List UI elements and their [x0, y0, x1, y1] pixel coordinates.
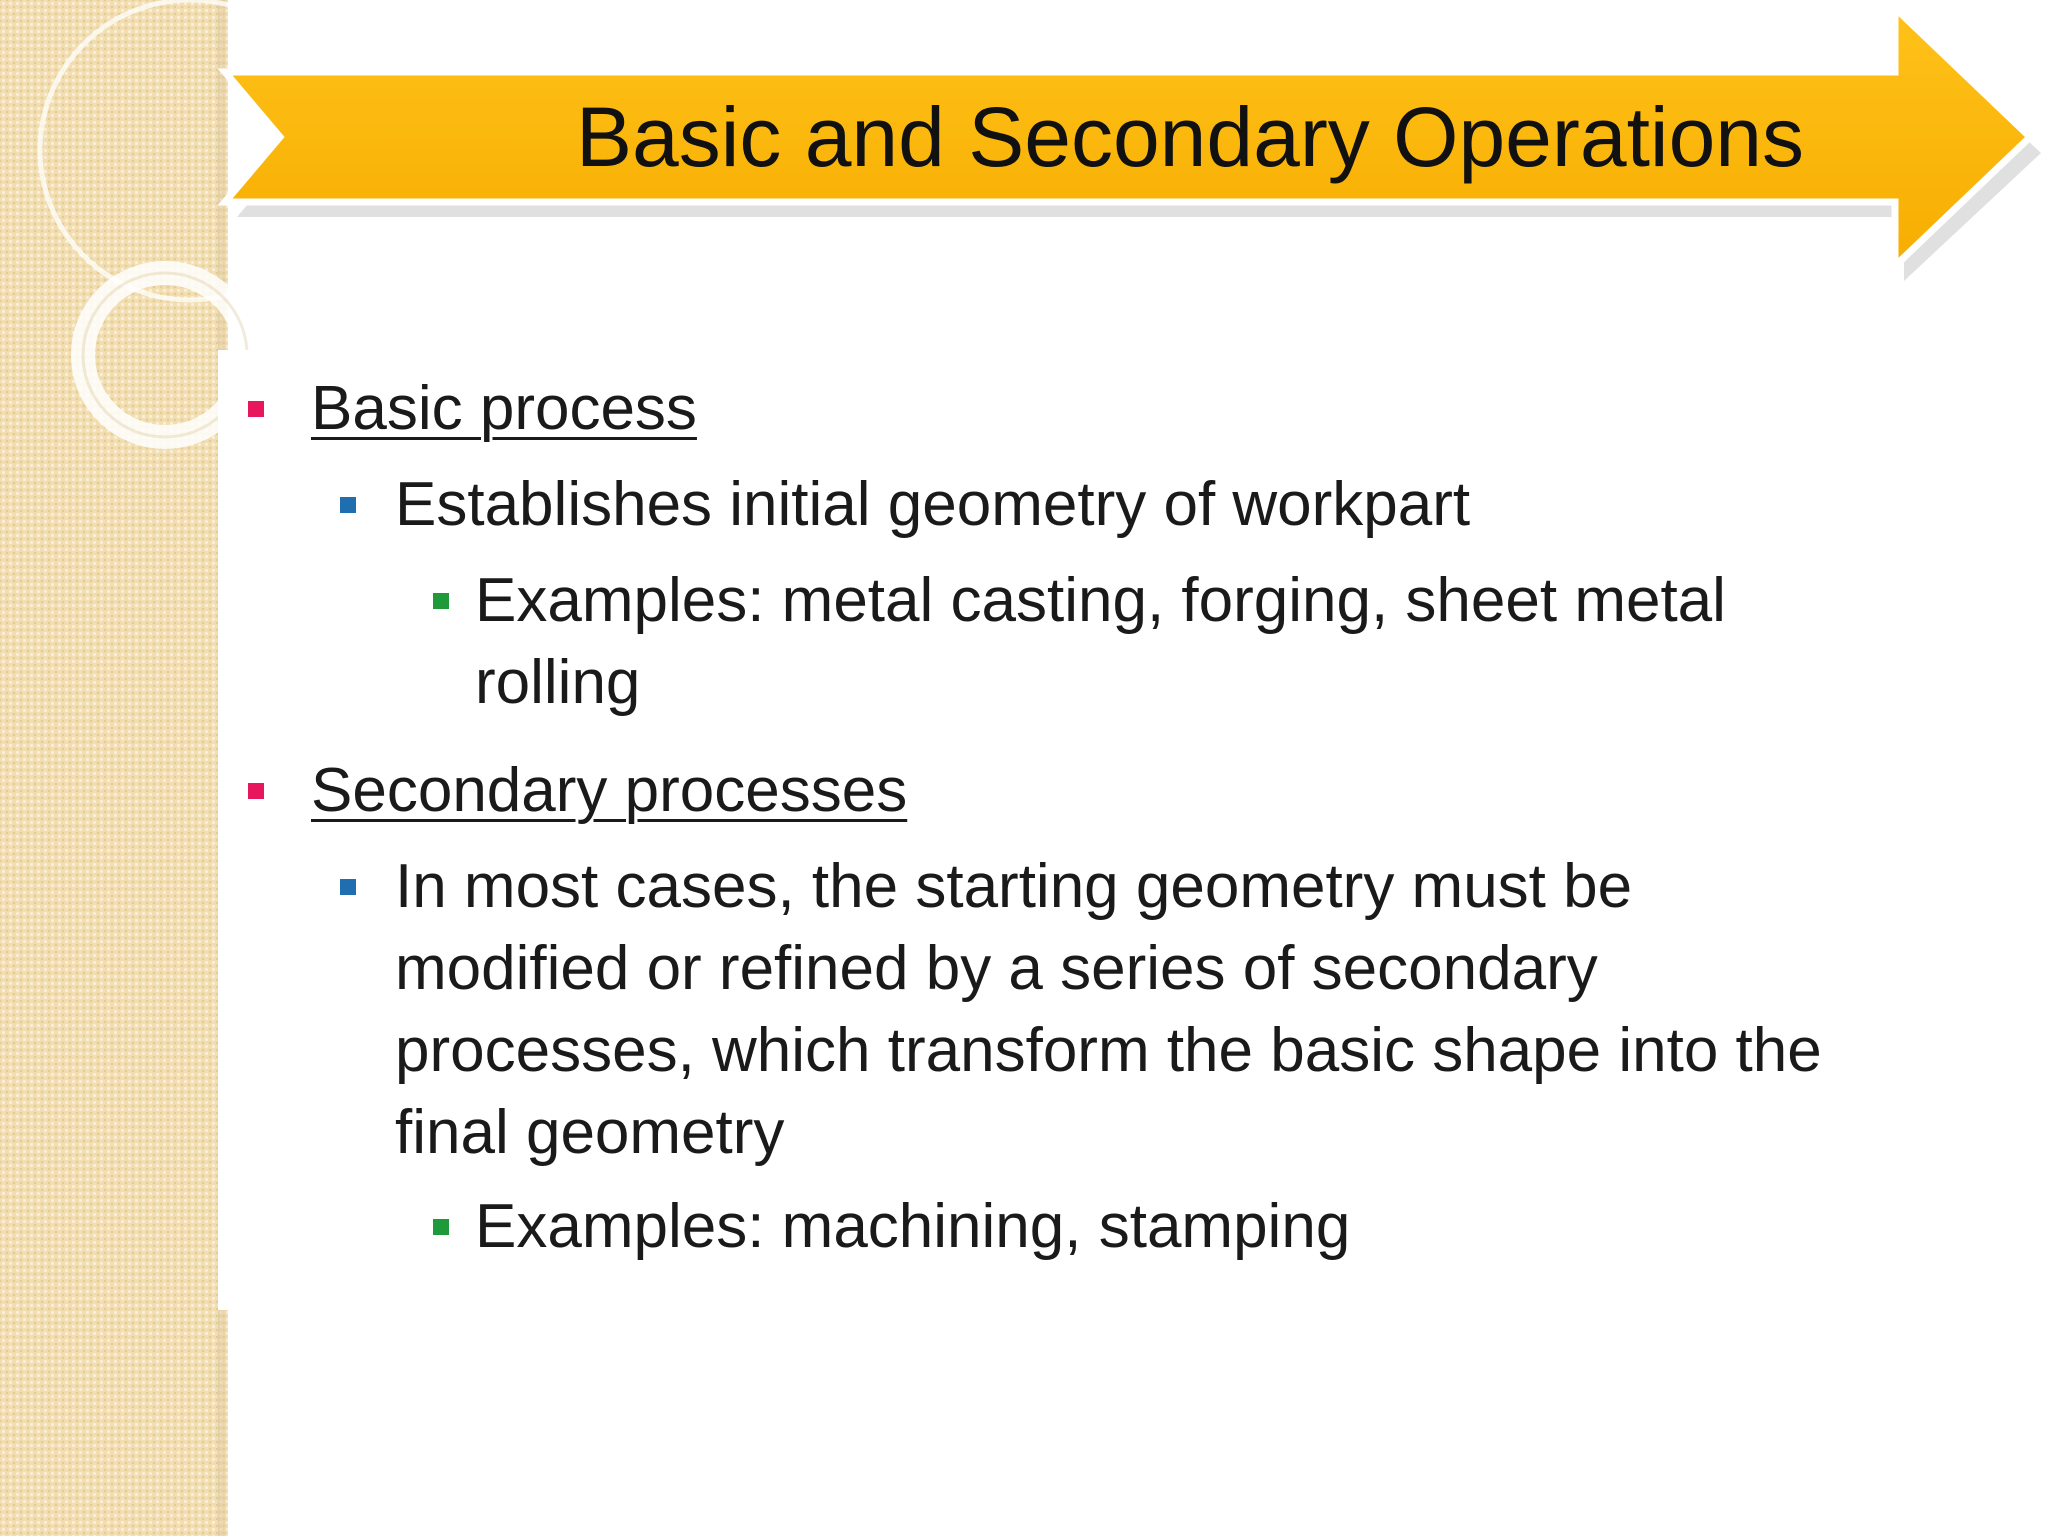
blue-square-bullet-icon — [340, 879, 356, 895]
bullet-label: Secondary processes — [311, 756, 908, 825]
slide-title: Basic and Secondary Operations — [575, 90, 1805, 184]
sub-bullet-text: Establishes initial geometry of workpart — [395, 470, 1471, 539]
example-text: Examples: machining, stamping — [475, 1192, 1351, 1261]
pink-square-bullet-icon — [248, 401, 264, 417]
bullet-label: Basic process — [311, 374, 697, 443]
sub-bullet-text: In most cases, the starting geometry must be modified or refined by a series of secondary processes, which transform the basic shape into the final geometry — [395, 852, 1822, 1167]
green-square-bullet-icon — [433, 593, 449, 609]
slide-body — [218, 350, 1938, 1310]
blue-square-bullet-icon — [340, 497, 356, 513]
example-text: Examples: metal casting, forging, sheet metal rolling — [475, 566, 1726, 717]
pink-square-bullet-icon — [248, 783, 264, 799]
green-square-bullet-icon — [433, 1219, 449, 1235]
